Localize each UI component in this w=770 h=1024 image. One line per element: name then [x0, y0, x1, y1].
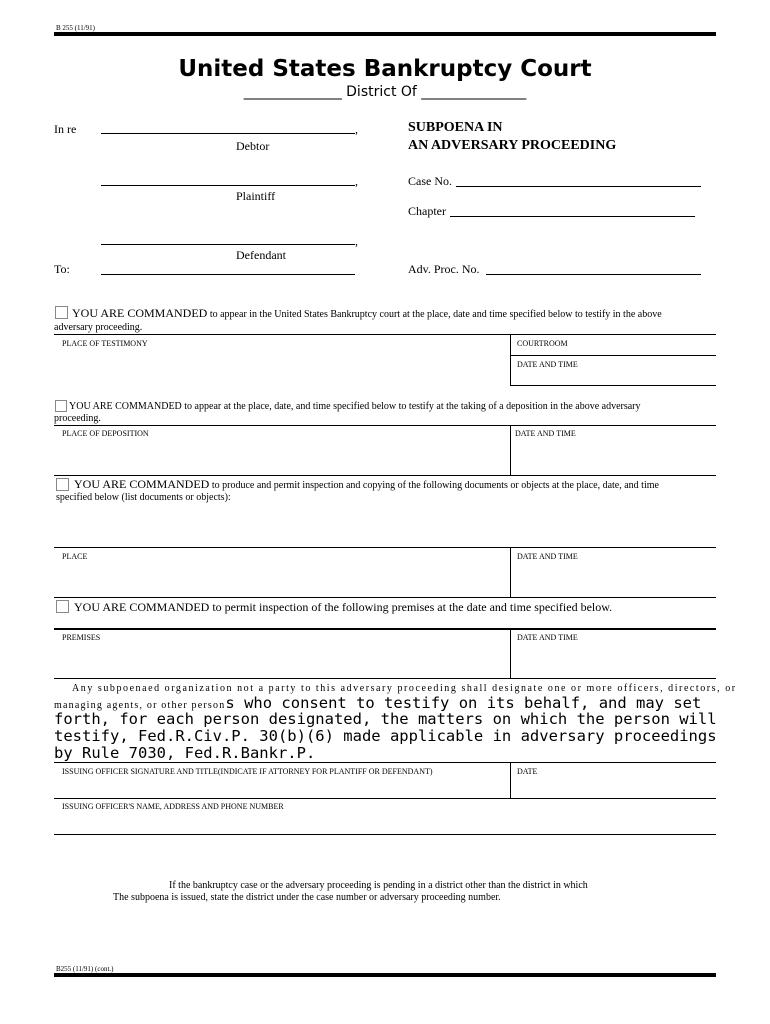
deposition-bottom-rule — [54, 475, 716, 476]
place-of-testimony-field[interactable] — [54, 346, 510, 384]
signature-top-rule — [54, 762, 716, 763]
premises-divider — [510, 628, 511, 679]
testimony-divider — [510, 334, 511, 386]
testimony-command-line2: adversary proceeding. — [54, 322, 143, 333]
documents-divider — [510, 547, 511, 598]
adv-proc-field[interactable] — [486, 274, 701, 275]
courtroom-rule — [510, 355, 716, 356]
premises-bottom-rule — [54, 678, 716, 679]
form-code-bottom: B255 (11/91) (cont.) — [56, 965, 114, 973]
top-rule — [54, 32, 716, 36]
notice-line3: forth, for each person designated, the matters on which the person will — [54, 710, 717, 728]
subpoena-title-line1: SUBPOENA IN — [408, 120, 503, 135]
comma: , — [355, 122, 358, 136]
premises-field[interactable] — [54, 642, 510, 677]
notice-line2-mono: s who consent to testify on its behalf, and may set — [225, 694, 702, 712]
documents-checkbox[interactable] — [56, 478, 69, 491]
testimony-checkbox[interactable] — [55, 306, 68, 319]
documents-command — [74, 478, 659, 492]
courtroom-label: COURTROOM — [517, 339, 568, 348]
debtor-name-line[interactable] — [101, 133, 355, 134]
testimony-top-rule — [54, 334, 716, 335]
deposition-top-rule — [54, 425, 716, 426]
signature-date-label: DATE — [517, 767, 538, 776]
case-no-label: Case No. — [408, 174, 452, 188]
documents-command-lead: YOU ARE COMMANDED — [74, 477, 210, 491]
adv-proc-label: Adv. Proc. No. — [408, 262, 480, 276]
page-title: United States Bankruptcy Court — [178, 56, 592, 82]
premises-checkbox[interactable] — [56, 600, 69, 613]
premises-date-time-label: DATE AND TIME — [517, 633, 578, 642]
deposition-command-line2: proceeding. — [54, 413, 101, 424]
in-re-label: In re — [54, 122, 77, 136]
deposition-date-time-label: DATE AND TIME — [515, 429, 576, 438]
comma: , — [355, 234, 358, 248]
documents-list-field[interactable] — [54, 506, 716, 546]
defendant-name-line[interactable] — [101, 244, 355, 245]
subpoena-title-line2: AN ADVERSARY PROCEEDING — [408, 138, 617, 153]
case-no-field[interactable] — [456, 186, 701, 187]
place-of-deposition-field[interactable] — [54, 438, 510, 474]
premises-command: YOU ARE COMMANDED to permit inspection of the following premises at the date and time specified below. — [74, 600, 613, 614]
documents-date-time-label: DATE AND TIME — [517, 552, 578, 561]
bottom-rule — [54, 973, 716, 977]
testimony-command-rest: to appear in the United States Bankruptcy court at the place, date and time specified below to testify in the above — [207, 309, 662, 320]
testimony-command-lead: YOU ARE COMMANDED — [72, 306, 208, 320]
footer-note-line2: The subpoena is issued, state the district under the case number or adversary proceeding number. — [113, 892, 501, 903]
deposition-divider — [510, 425, 511, 476]
deposition-command: YOU ARE COMMANDED to appear at the place, date, and time specified below to testify at the taking of a deposition in the above adversary — [69, 401, 641, 412]
testimony-date-time-label: DATE AND TIME — [517, 360, 578, 369]
documents-place-field[interactable] — [54, 561, 510, 596]
officer-name-bottom-rule — [54, 834, 716, 835]
officer-signature-label: ISSUING OFFICER SIGNATURE AND TITLE(INDICATE IF ATTORNEY FOR PLANTIFF OR DEFENDANT) — [62, 767, 433, 776]
officer-name-label: ISSUING OFFICER'S NAME, ADDRESS AND PHONE NUMBER — [62, 802, 284, 811]
comma: , — [355, 174, 358, 188]
place-of-testimony-label: PLACE OF TESTIMONY — [62, 339, 148, 348]
documents-command-line2: specified below (list documents or objects): — [56, 492, 231, 503]
defendant-label: Defendant — [236, 248, 286, 262]
premises-top-rule — [54, 628, 716, 630]
chapter-label: Chapter — [408, 204, 446, 218]
documents-command-rest: to produce and permit inspection and copying of the following documents or objects at the place, date, and time — [209, 480, 659, 491]
documents-top-rule — [54, 547, 716, 548]
form-code-top: B 255 (11/91) — [56, 24, 96, 32]
place-of-deposition-label: PLACE OF DEPOSITION — [62, 429, 149, 438]
signature-divider — [510, 762, 511, 798]
place-label: PLACE — [62, 552, 88, 561]
officer-name-field[interactable] — [54, 812, 716, 833]
plaintiff-name-line[interactable] — [101, 185, 355, 186]
notice-line5: by Rule 7030, Fed.R.Bankr.P. — [54, 744, 316, 762]
premises-label: PREMISES — [62, 633, 101, 642]
district-line[interactable]: ______________ District Of _______________ — [243, 84, 527, 100]
notice-line1: Any subpoenaed organization not a party to this adversary proceeding shall designate one or more officers, directors, or — [72, 683, 737, 694]
chapter-field[interactable] — [450, 216, 695, 217]
notice-line4: testify, Fed.R.Civ.P. 30(b)(6) made applicable in adversary proceedings — [54, 727, 717, 745]
testimony-command — [72, 307, 662, 321]
testimony-bottom-rule — [510, 385, 716, 386]
to-name-line[interactable] — [101, 274, 355, 275]
officer-signature-field[interactable] — [54, 776, 510, 797]
plaintiff-label: Plaintiff — [236, 189, 276, 203]
to-label: To: — [54, 262, 70, 276]
footer-note-line1: If the bankruptcy case or the adversary proceeding is pending in a district other than the district in which — [169, 880, 588, 891]
deposition-checkbox[interactable] — [55, 400, 67, 412]
notice-line2-small: managing agents, or other person — [54, 700, 226, 711]
documents-bottom-rule — [54, 597, 716, 598]
debtor-label: Debtor — [236, 139, 270, 153]
signature-bottom-rule — [54, 798, 716, 799]
